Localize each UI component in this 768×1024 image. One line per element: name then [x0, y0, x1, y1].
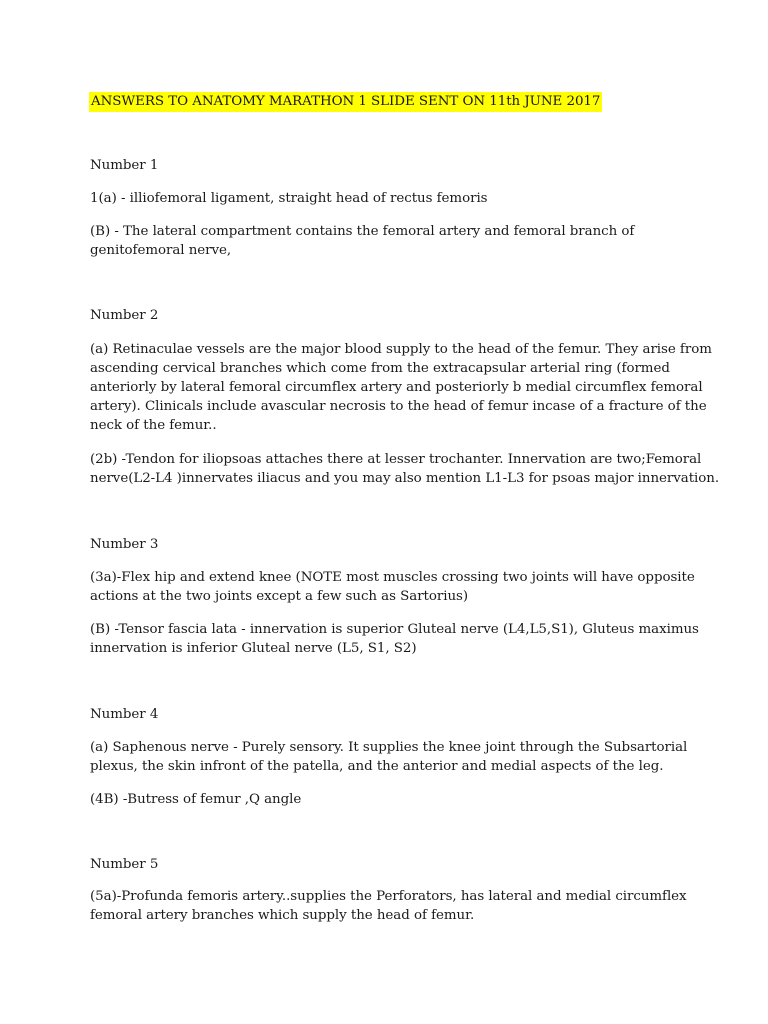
section-heading-3: Number 3 [90, 537, 159, 552]
answer-line: (3a)-Flex hip and extend knee (NOTE most muscles crossing two joints will have opposite [90, 570, 695, 585]
title-highlight: ANSWERS TO ANATOMY MARATHON 1 SLIDE SENT ON 11th JUNE 2017 [89, 92, 602, 112]
answer-line: (2b) -Tendon for iliopsoas attaches there at lesser trochanter. Innervation are two;Femoral [90, 452, 702, 467]
answer-line: innervation is inferior Gluteal nerve (L5, S1, S2) [90, 641, 417, 656]
answer-line: 1(a) - illiofemoral ligament, straight head of rectus femoris [90, 191, 488, 206]
answer-line: plexus, the skin infront of the patella, and the anterior and medial aspects of the leg. [90, 759, 664, 774]
answer-line: neck of the femur.. [90, 418, 217, 433]
section-heading-1: Number 1 [90, 158, 159, 173]
answer-line: (B) -Tensor fascia lata - innervation is superior Gluteal nerve (L4,L5,S1), Gluteus maximus [90, 622, 699, 637]
answer-line: actions at the two joints except a few such as Sartorius) [90, 589, 469, 604]
answer-line: femoral artery branches which supply the head of femur. [90, 908, 475, 923]
answer-line: (a) Saphenous nerve - Purely sensory. It supplies the knee joint through the Subsartorial [90, 740, 688, 755]
section-heading-4: Number 4 [90, 707, 159, 722]
answer-line: artery). Clinicals include avascular necrosis to the head of femur incase of a fracture of the [90, 399, 707, 414]
answer-line: genitofemoral nerve, [90, 243, 232, 258]
answer-line: (a) Retinaculae vessels are the major blood supply to the head of the femur. They arise from [90, 342, 712, 357]
answer-line: nerve(L2-L4 )innervates iliacus and you may also mention L1-L3 for psoas major innervation. [90, 471, 720, 486]
answer-line: (5a)-Profunda femoris artery..supplies the Perforators, has lateral and medial circumflex [90, 889, 687, 904]
document-title [90, 92, 602, 112]
section-heading-5: Number 5 [90, 857, 159, 872]
answer-line: anteriorly by lateral femoral circumflex artery and posteriorly b medial circumflex femoral [90, 380, 703, 395]
answer-line: (4B) -Butress of femur ,Q angle [90, 792, 302, 807]
answer-line: ascending cervical branches which come from the extracapsular arterial ring (formed [90, 361, 670, 376]
section-heading-2: Number 2 [90, 308, 159, 323]
answer-line: (B) - The lateral compartment contains the femoral artery and femoral branch of [90, 224, 635, 239]
